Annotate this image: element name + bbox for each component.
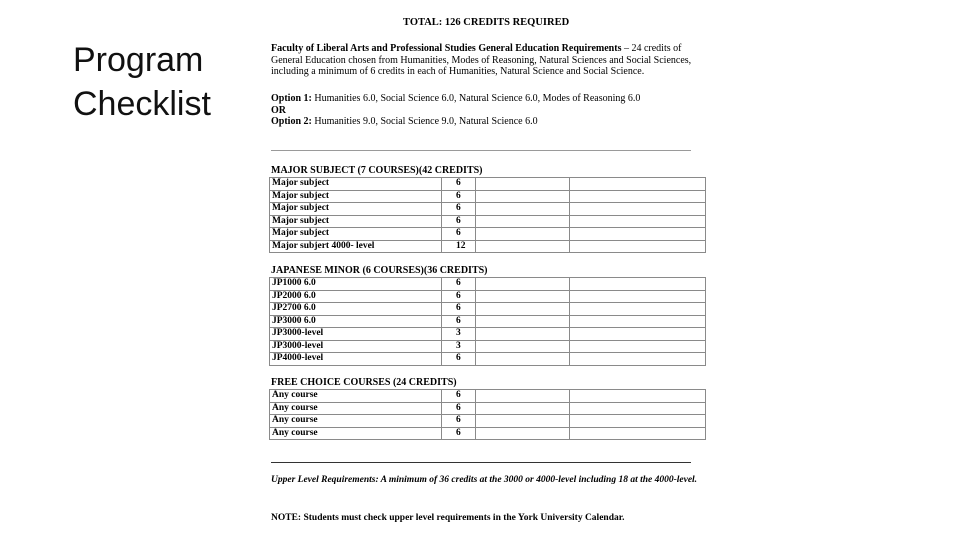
course-cell: Any course — [270, 402, 442, 415]
table-row — [270, 190, 706, 203]
option-2-label: Option 2: — [271, 116, 312, 127]
blank-cell — [570, 340, 706, 353]
calendar-note: NOTE: Students must check upper level requirements in the York University Calendar. — [271, 513, 625, 523]
or-label: OR — [271, 104, 286, 116]
blank-cell — [476, 303, 570, 316]
blank-cell — [570, 228, 706, 241]
course-cell: JP2000 6.0 — [270, 290, 442, 303]
blank-cell — [476, 215, 570, 228]
course-cell: Major subject — [270, 190, 442, 203]
blank-cell — [570, 240, 706, 253]
course-cell: Major subject — [270, 178, 442, 191]
general-education-options — [271, 93, 640, 128]
credits-cell: 12 — [442, 240, 476, 253]
blank-cell — [476, 415, 570, 428]
blank-cell — [570, 315, 706, 328]
minor-table — [269, 277, 706, 366]
blank-cell — [476, 228, 570, 241]
table-row — [270, 228, 706, 241]
option-2 — [271, 116, 640, 128]
credits-cell: 6 — [442, 402, 476, 415]
blank-cell — [476, 353, 570, 366]
table-row — [270, 353, 706, 366]
course-cell: JP3000 6.0 — [270, 315, 442, 328]
blank-cell — [476, 203, 570, 216]
slide-title-line-1: Program — [73, 41, 204, 79]
credits-cell: 6 — [442, 178, 476, 191]
course-cell: JP3000-level — [270, 340, 442, 353]
blank-cell — [570, 178, 706, 191]
blank-cell — [570, 390, 706, 403]
table-row — [270, 178, 706, 191]
credits-cell: 6 — [442, 390, 476, 403]
option-1-label: Option 1: — [271, 93, 312, 104]
total-credits-heading: TOTAL: 126 CREDITS REQUIRED — [403, 17, 570, 28]
option-or — [271, 105, 640, 117]
credits-cell: 6 — [442, 228, 476, 241]
minor-section-title: JAPANESE MINOR (6 COURSES)(36 CREDITS) — [271, 265, 488, 276]
blank-cell — [570, 203, 706, 216]
course-cell: Any course — [270, 427, 442, 440]
blank-cell — [570, 278, 706, 291]
blank-cell — [476, 427, 570, 440]
course-cell: JP3000-level — [270, 328, 442, 341]
general-education-heading: Faculty of Liberal Arts and Professional Studies General Education Requirements — [271, 43, 622, 54]
minor-table-body — [270, 278, 706, 366]
blank-cell — [476, 315, 570, 328]
general-education-paragraph — [271, 43, 713, 78]
course-cell: JP1000 6.0 — [270, 278, 442, 291]
table-row — [270, 303, 706, 316]
option-1-text: Humanities 6.0, Social Science 6.0, Natural Science 6.0, Modes of Reasoning 6.0 — [311, 93, 641, 104]
table-row — [270, 402, 706, 415]
credits-cell: 6 — [442, 315, 476, 328]
free-choice-table-body — [270, 390, 706, 440]
credits-cell: 6 — [442, 278, 476, 291]
credits-cell: 6 — [442, 190, 476, 203]
credits-cell: 6 — [442, 353, 476, 366]
table-row — [270, 278, 706, 291]
option-1 — [271, 93, 640, 105]
major-table-body — [270, 178, 706, 253]
course-cell: JP4000-level — [270, 353, 442, 366]
credits-cell: 6 — [442, 303, 476, 316]
table-row — [270, 240, 706, 253]
course-cell: Major subjert 4000- level — [270, 240, 442, 253]
credits-cell: 6 — [442, 415, 476, 428]
option-2-text: Humanities 9.0, Social Science 9.0, Natural Science 6.0 — [311, 116, 538, 127]
blank-cell — [476, 240, 570, 253]
major-table — [269, 177, 706, 253]
free-choice-table — [269, 389, 706, 440]
credits-cell: 3 — [442, 340, 476, 353]
divider-top — [271, 150, 691, 151]
blank-cell — [476, 328, 570, 341]
table-row — [270, 415, 706, 428]
blank-cell — [570, 215, 706, 228]
table-row — [270, 328, 706, 341]
blank-cell — [570, 402, 706, 415]
blank-cell — [570, 290, 706, 303]
table-row — [270, 315, 706, 328]
course-cell: JP2700 6.0 — [270, 303, 442, 316]
blank-cell — [570, 415, 706, 428]
table-row — [270, 340, 706, 353]
table-row — [270, 203, 706, 216]
upper-level-requirements: Upper Level Requirements: A minimum of 36 credits at the 3000 or 4000-level including 18 at the 4000-level. — [271, 475, 698, 485]
credits-cell: 3 — [442, 328, 476, 341]
blank-cell — [570, 427, 706, 440]
blank-cell — [570, 190, 706, 203]
course-cell: Any course — [270, 415, 442, 428]
credits-cell: 6 — [442, 203, 476, 216]
blank-cell — [476, 340, 570, 353]
course-cell: Major subject — [270, 228, 442, 241]
general-education-text: – 24 credits of General Education chosen from Humanities, Modes of Reasoning, Natural Sciences and Social Sciences, including a minimum of 6 credits in each of Humanities, Natural Science and Social Science. — [271, 43, 692, 77]
free-choice-section-title: FREE CHOICE COURSES (24 CREDITS) — [271, 377, 457, 388]
slide-title — [73, 38, 211, 126]
credits-cell: 6 — [442, 215, 476, 228]
divider-bottom — [271, 462, 691, 463]
course-cell: Any course — [270, 390, 442, 403]
table-row — [270, 390, 706, 403]
course-cell: Major subject — [270, 203, 442, 216]
blank-cell — [476, 278, 570, 291]
blank-cell — [476, 402, 570, 415]
blank-cell — [570, 303, 706, 316]
table-row — [270, 290, 706, 303]
course-cell: Major subject — [270, 215, 442, 228]
blank-cell — [476, 390, 570, 403]
blank-cell — [570, 353, 706, 366]
blank-cell — [476, 178, 570, 191]
major-section-title: MAJOR SUBJECT (7 COURSES)(42 CREDITS) — [271, 165, 483, 176]
slide-title-line-2: Checklist — [73, 85, 211, 123]
blank-cell — [570, 328, 706, 341]
credits-cell: 6 — [442, 427, 476, 440]
table-row — [270, 427, 706, 440]
blank-cell — [476, 290, 570, 303]
blank-cell — [476, 190, 570, 203]
table-row — [270, 215, 706, 228]
credits-cell: 6 — [442, 290, 476, 303]
